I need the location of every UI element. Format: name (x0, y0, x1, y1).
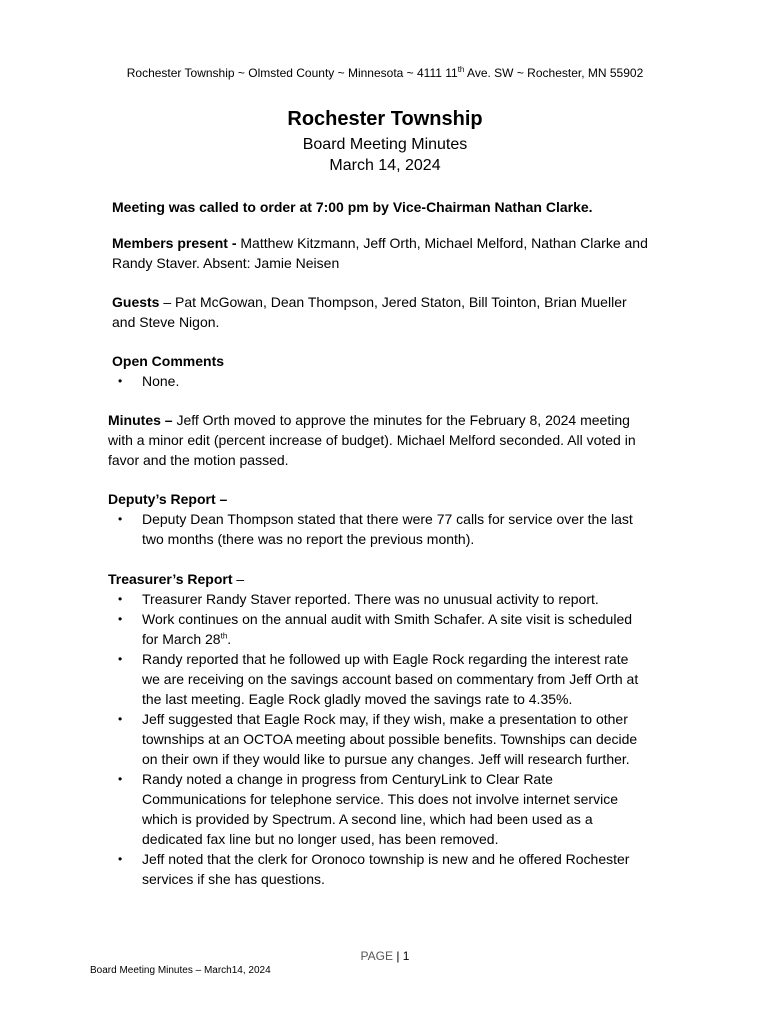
bullet-icon: • (118, 772, 123, 786)
document-subtitle: Board Meeting Minutes (302, 136, 468, 153)
bullet-icon: • (118, 712, 123, 726)
bullet-icon: • (118, 374, 123, 388)
address-superscript: th (457, 65, 465, 74)
guests-section (112, 292, 672, 332)
document-footer-label: Board Meeting Minutes – March14, 2024 (90, 965, 271, 976)
list-item-text: Randy noted a change in progress from CenturyLink to Clear Rate (142, 771, 553, 787)
members-line-1 (112, 233, 672, 253)
minutes-line-2: with a minor edit (percent increase of budget). Michael Melford seconded. All voted in (108, 432, 636, 448)
list-item-text: Jeff suggested that Eagle Rock may, if they wish, make a presentation to other (142, 711, 628, 727)
guests-line-1 (112, 292, 672, 312)
open-comments-heading: Open Comments (112, 353, 225, 369)
minutes-line-1 (108, 410, 678, 430)
minutes-label: Minutes – (108, 412, 177, 428)
address-text-end: Ave. SW ~ Rochester, MN 55902 (464, 66, 644, 80)
treasurer-report-section (108, 569, 678, 889)
list-item (108, 769, 678, 849)
minutes-section (108, 410, 678, 470)
guests-text: – Pat McGowan, Dean Thompson, Jered Staton, Bill Tointon, Brian Mueller (159, 294, 627, 310)
meeting-date: March 14, 2024 (329, 157, 441, 174)
list-item-text: two months (there was no report the previous month). (142, 531, 475, 547)
list-item-text: Randy reported that he followed up with Eagle Rock regarding the interest rate (142, 651, 629, 667)
list-item-text: the last meeting. Eagle Rock gladly moved the savings rate to 4.35%. (142, 691, 573, 707)
members-line-2: Randy Staver. Absent: Jamie Neisen (112, 255, 340, 271)
open-comments-section (112, 351, 224, 391)
list-item-text (142, 629, 678, 649)
date-superscript: th (220, 631, 228, 641)
list-item-text: Communications for telephone service. This does not involve internet service (142, 791, 618, 807)
minutes-line-3: favor and the motion passed. (108, 452, 289, 468)
minutes-text: Jeff Orth moved to approve the minutes for the February 8, 2024 meeting (176, 412, 630, 428)
members-present-section (112, 233, 672, 273)
list-item (108, 509, 678, 549)
bullet-icon: • (118, 512, 123, 526)
bullet-icon: • (118, 652, 123, 666)
bullet-icon: • (118, 592, 123, 606)
guests-line-2: and Steve Nigon. (112, 314, 220, 330)
treasurer-report-heading (108, 569, 678, 589)
date-text: for March 28 (142, 631, 221, 647)
list-item (108, 609, 678, 649)
treasurer-heading-suffix: – (232, 571, 245, 587)
members-text: Matthew Kitzmann, Jeff Orth, Michael Melford, Nathan Clarke and (240, 235, 648, 251)
address-text: Rochester Township ~ Olmsted County ~ Minnesota ~ 4111 11 (126, 66, 458, 80)
list-item (108, 709, 678, 769)
date-period: . (227, 631, 232, 647)
members-label: Members present - (112, 235, 241, 251)
list-item (108, 849, 678, 889)
open-comments-list (112, 371, 224, 391)
list-item-text: Deputy Dean Thompson stated that there were 77 calls for service over the last (142, 511, 633, 527)
list-item-text: services if she has questions. (142, 871, 325, 887)
page-separator: | (392, 949, 403, 963)
list-item (108, 589, 678, 609)
call-to-order: Meeting was called to order at 7:00 pm by Vice-Chairman Nathan Clarke. (112, 199, 593, 215)
document-title: Rochester Township (287, 108, 483, 130)
list-item-text: townships at an OCTOA meeting about possible benefits. Townships can decide (142, 731, 638, 747)
treasurer-heading-text: Treasurer’s Report (108, 571, 233, 587)
page-number: 1 (402, 949, 410, 963)
list-item-text: on their own if they would like to pursue any changes. Jeff will research further. (142, 751, 630, 767)
deputy-report-section (108, 489, 678, 549)
list-item-text: Jeff noted that the clerk for Oronoco township is new and he offered Rochester (142, 851, 630, 867)
treasurer-report-list (108, 589, 678, 889)
page-label: PAGE (360, 949, 393, 963)
list-item-text: dedicated fax line but no longer used, has been removed. (142, 831, 499, 847)
list-item-text: we are receiving on the savings account based on commentary from Jeff Orth at (142, 671, 639, 687)
bullet-icon: • (118, 852, 123, 866)
deputy-report-list (108, 509, 678, 549)
list-item (108, 649, 678, 709)
bullet-icon: • (118, 612, 123, 626)
deputy-report-heading: Deputy’s Report – (108, 491, 228, 507)
list-item-text: Treasurer Randy Staver reported. There was no unusual activity to report. (142, 591, 599, 607)
list-item-text: which is provided by Spectrum. A second line, which had been used as a (142, 811, 593, 827)
guests-label: Guests (112, 294, 160, 310)
page-number-footer (0, 948, 770, 964)
address-header (0, 65, 770, 81)
list-item-text: Work continues on the annual audit with Smith Schafer. A site visit is scheduled (142, 611, 633, 627)
list-item-text: None. (142, 373, 180, 389)
list-item (112, 371, 224, 391)
